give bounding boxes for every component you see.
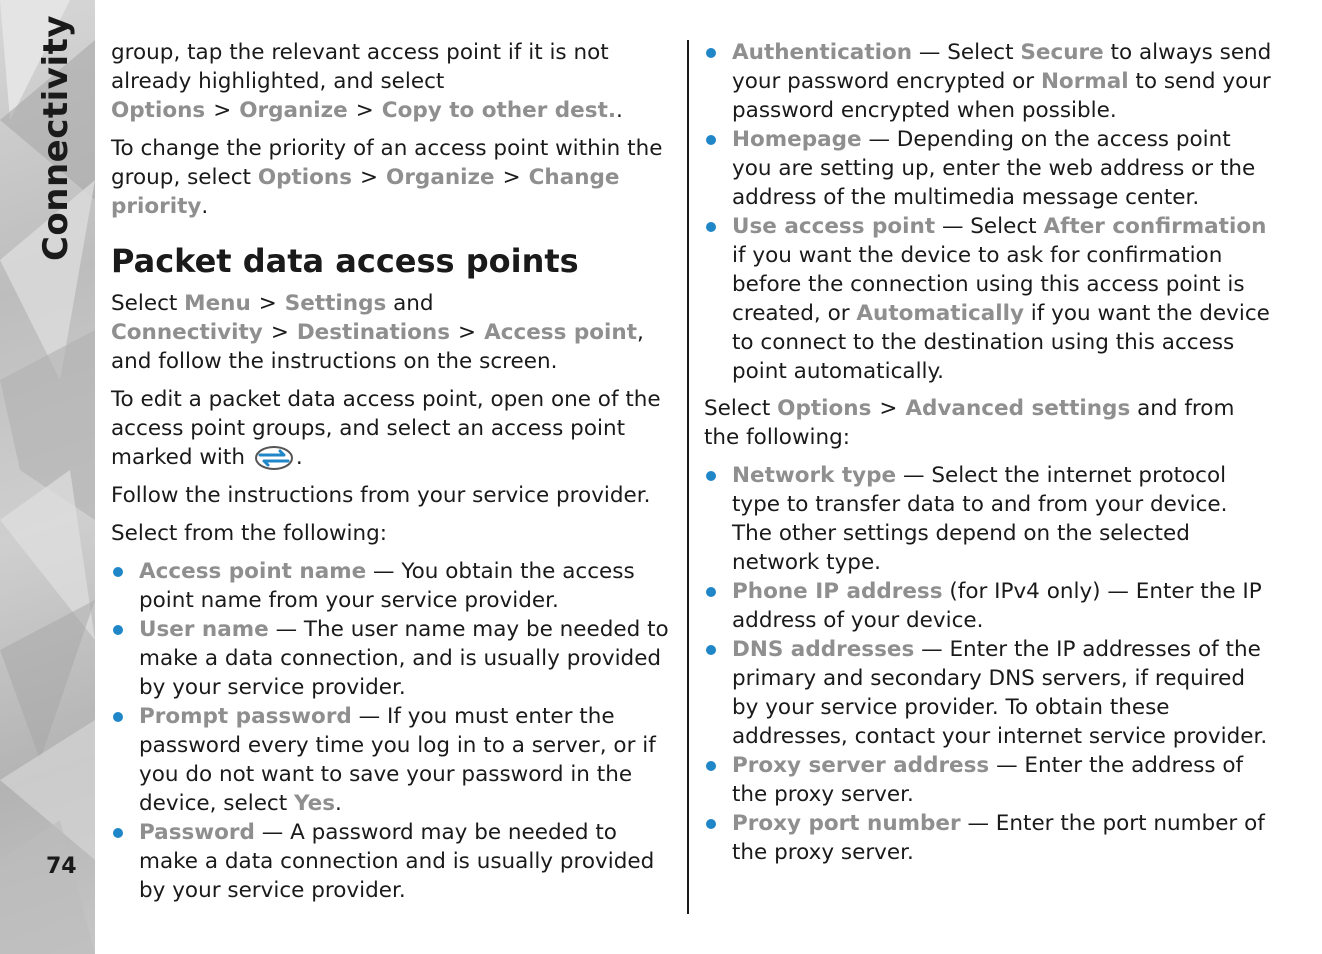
bullet-icon [706, 819, 716, 829]
dash: — [960, 811, 996, 836]
menu-separator: > [360, 165, 379, 190]
bullet-icon [113, 567, 123, 577]
text: . [201, 194, 209, 219]
section-heading: Packet data access points [111, 242, 579, 280]
text: and from the following: [704, 396, 1235, 450]
dash: — [861, 127, 897, 152]
paragraph-edit-access-point [111, 385, 677, 472]
text: Select [947, 40, 1021, 65]
text: . [295, 445, 303, 470]
advanced-settings-list [704, 461, 1272, 867]
paragraph-select-following: Select from the following: [111, 521, 388, 546]
dash: — [351, 704, 387, 729]
text: if you want the device to ask for confirmation before the connection using this access point is created, or [732, 243, 1245, 326]
dash: — [914, 637, 950, 662]
menu-path-organize: Organize [239, 98, 348, 123]
setting-description: Enter the port number of the proxy server. [732, 811, 1265, 865]
setting-key: Password [139, 820, 255, 845]
bullet-icon [113, 828, 123, 838]
menu-path-menu: Menu [184, 291, 251, 316]
option-yes: Yes [294, 791, 335, 816]
bullet-icon [113, 712, 123, 722]
dash: — [254, 820, 291, 845]
menu-path-options: Options [777, 396, 872, 421]
text: to always send your password encrypted or [732, 40, 1272, 94]
setting-description: Depending on the access point you are setting up, enter the web address or the address of the multimedia message center. [732, 127, 1256, 210]
menu-path-connectivity: Connectivity [111, 320, 263, 345]
right-column [704, 38, 1272, 875]
setting-description: Enter the IP address of your device. [732, 579, 1262, 633]
column-divider [687, 40, 689, 914]
setting-key: Access point name [139, 559, 367, 584]
bullet-icon [706, 471, 716, 481]
paragraph-advanced-settings [704, 394, 1272, 452]
menu-path-change-priority: Change priority [111, 165, 620, 219]
option-automatically: Automatically [856, 301, 1024, 326]
text: . [616, 98, 623, 123]
list-item-password [111, 818, 677, 905]
menu-path-organize: Organize [386, 165, 495, 190]
option-secure: Secure [1020, 40, 1104, 65]
left-column [111, 38, 677, 913]
text: , and follow the instructions on the screen. [111, 320, 644, 374]
dash: — [935, 214, 971, 239]
list-item-authentication [704, 38, 1272, 125]
dash: — [912, 40, 948, 65]
menu-path-destinations: Destinations [296, 320, 451, 345]
setting-key: Proxy port number [732, 811, 961, 836]
bullet-icon [706, 645, 716, 655]
setting-description: You obtain the access point name from your service provider. [139, 559, 635, 613]
list-item-access-point-name [111, 557, 677, 615]
dash: — [1100, 579, 1136, 604]
list-item-homepage [704, 125, 1272, 212]
setting-key: User name [139, 617, 269, 642]
dash: — [268, 617, 304, 642]
paragraph-change-priority [111, 134, 677, 221]
list-item-phone-ip-address [704, 577, 1272, 635]
option-normal: Normal [1040, 69, 1129, 94]
list-item-use-access-point [704, 212, 1272, 386]
bullet-icon [113, 625, 123, 635]
menu-path-settings: Settings [284, 291, 387, 316]
menu-path-advanced-settings: Advanced settings [905, 396, 1131, 421]
settings-list-continued [704, 38, 1272, 386]
setting-key: Proxy server address [732, 753, 990, 778]
setting-description: Select the internet protocol type to transfer data to and from your device. The other settings depend on the selected network type. [732, 463, 1228, 575]
bullet-icon [706, 222, 716, 232]
packet-data-access-point-icon [254, 445, 294, 471]
text: Select [704, 396, 778, 421]
text: . [335, 791, 342, 816]
text: To edit a packet data access point, open one of the access point groups, and select an access point marked with [111, 387, 661, 470]
menu-separator: > [270, 320, 289, 345]
text: and [386, 291, 434, 316]
section-label: Connectivity [36, 14, 76, 262]
list-item-network-type [704, 461, 1272, 577]
settings-list [111, 557, 677, 905]
setting-description: Enter the address of the proxy server. [732, 753, 1244, 807]
menu-separator: > [502, 165, 521, 190]
setting-key: Prompt password [139, 704, 352, 729]
dash: — [896, 463, 932, 488]
setting-key: Homepage [732, 127, 862, 152]
menu-separator: > [213, 98, 232, 123]
setting-description: Enter the IP addresses of the primary and secondary DNS servers, if required by your service provider. To obtain these addresses, contact your internet service provider. [732, 637, 1268, 749]
option-after-confirmation: After confirmation [1043, 214, 1267, 239]
page-number: 74 [46, 854, 77, 879]
menu-separator: > [355, 98, 374, 123]
text: group, tap the relevant access point if it is not already highlighted, and select [111, 40, 609, 94]
text: Select [970, 214, 1044, 239]
setting-description: A password may be needed to make a data connection and is usually provided by your service provider. [139, 820, 655, 903]
text: Select [111, 291, 185, 316]
setting-note: (for IPv4 only) [942, 579, 1101, 604]
bullet-icon [706, 587, 716, 597]
menu-separator: > [879, 396, 898, 421]
text: if you want the device to connect to the destination using this access point automatically. [732, 301, 1270, 384]
list-item-dns-addresses [704, 635, 1272, 751]
setting-key: Phone IP address [732, 579, 943, 604]
setting-key: Use access point [732, 214, 936, 239]
menu-path-options: Options [111, 98, 206, 123]
sidebar [0, 0, 95, 954]
menu-path-access-point: Access point [484, 320, 637, 345]
list-item-proxy-port-number [704, 809, 1272, 867]
bullet-icon [706, 135, 716, 145]
setting-description: The user name may be needed to make a data connection, and is usually provided by your service provider. [139, 617, 669, 700]
paragraph-follow-instructions: Follow the instructions from your service provider. [111, 483, 651, 508]
bullet-icon [706, 761, 716, 771]
text: To change the priority of an access point within the group, select [111, 136, 663, 190]
setting-description: If you must enter the password every time you log in to a server, or if you do not want to save your password in the device, select [139, 704, 656, 816]
dash: — [989, 753, 1025, 778]
list-item-prompt-password [111, 702, 677, 818]
menu-path-copy: Copy to other dest. [381, 98, 617, 123]
menu-path-options: Options [257, 165, 353, 190]
menu-separator: > [258, 291, 277, 316]
menu-separator: > [458, 320, 477, 345]
text: to send your password encrypted when possible. [732, 69, 1271, 123]
paragraph-select-path [111, 289, 677, 376]
dash: — [366, 559, 402, 584]
paragraph-copy-access-point [111, 38, 677, 125]
bullet-icon [706, 48, 716, 58]
list-item-user-name [111, 615, 677, 702]
setting-key: Network type [732, 463, 897, 488]
setting-key: Authentication [732, 40, 913, 65]
list-item-proxy-server-address [704, 751, 1272, 809]
setting-key: DNS addresses [732, 637, 915, 662]
